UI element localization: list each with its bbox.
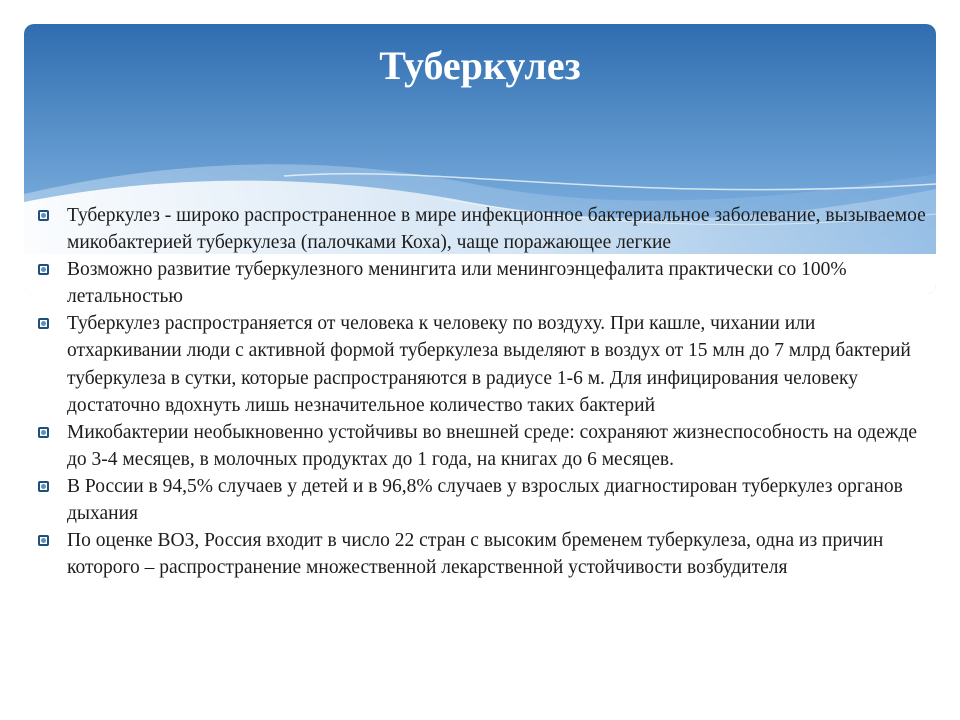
square-bullet-icon <box>38 264 49 275</box>
list-item <box>36 527 932 581</box>
square-bullet-icon <box>38 318 49 329</box>
square-bullet-icon <box>38 481 49 492</box>
bullet-text: В России в 94,5% случаев у детей и в 96,8% случаев у взрослых диагностирован туберкулез органов дыхания <box>67 475 903 525</box>
list-item <box>36 256 932 310</box>
list-item <box>36 202 932 256</box>
bullet-list <box>36 202 932 581</box>
square-bullet-icon <box>38 427 49 438</box>
bullet-text: Микобактерии необыкновенно устойчивы во внешней среде: сохраняют жизнеспособность на одежде до 3-4 месяцев, в молочных продуктах до 1 года, на книгах до 6 месяцев. <box>67 421 918 470</box>
bullet-text: Туберкулез распространяется от человека к человеку по воздуху. При кашле, чихании или отхаркивании люди с активной формой туберкулеза выделяют в воздух от 15 млн до 7 млрд бактерий туберкулеза в сутки, которые распространяются в радиусе 1-6 м. Для инфицирования человеку достаточно вдохнуть лишь незначительное количество таких бактерий <box>67 313 911 416</box>
square-bullet-icon <box>38 535 49 546</box>
square-bullet-icon <box>38 210 49 221</box>
list-item <box>36 310 932 418</box>
list-item <box>36 473 932 527</box>
bullet-text: Возможно развитие туберкулезного менингита или менингоэнцефалита практически со 100% летальностью <box>67 259 847 308</box>
bullet-text: По оценке ВОЗ, Россия входит в число 22 стран с высоким бременем туберкулеза, одна из причин которого – распространение множественной лекарственной устойчивости возбудителя <box>67 530 884 579</box>
list-item <box>36 419 932 473</box>
bullet-text: Туберкулез - широко распространенное в мире инфекционное бактериальное заболевание, вызываемое микобактерией туберкулеза (палочками Коха), чаще поражающее легкие <box>67 205 926 254</box>
slide-title: Туберкулез <box>379 43 581 88</box>
